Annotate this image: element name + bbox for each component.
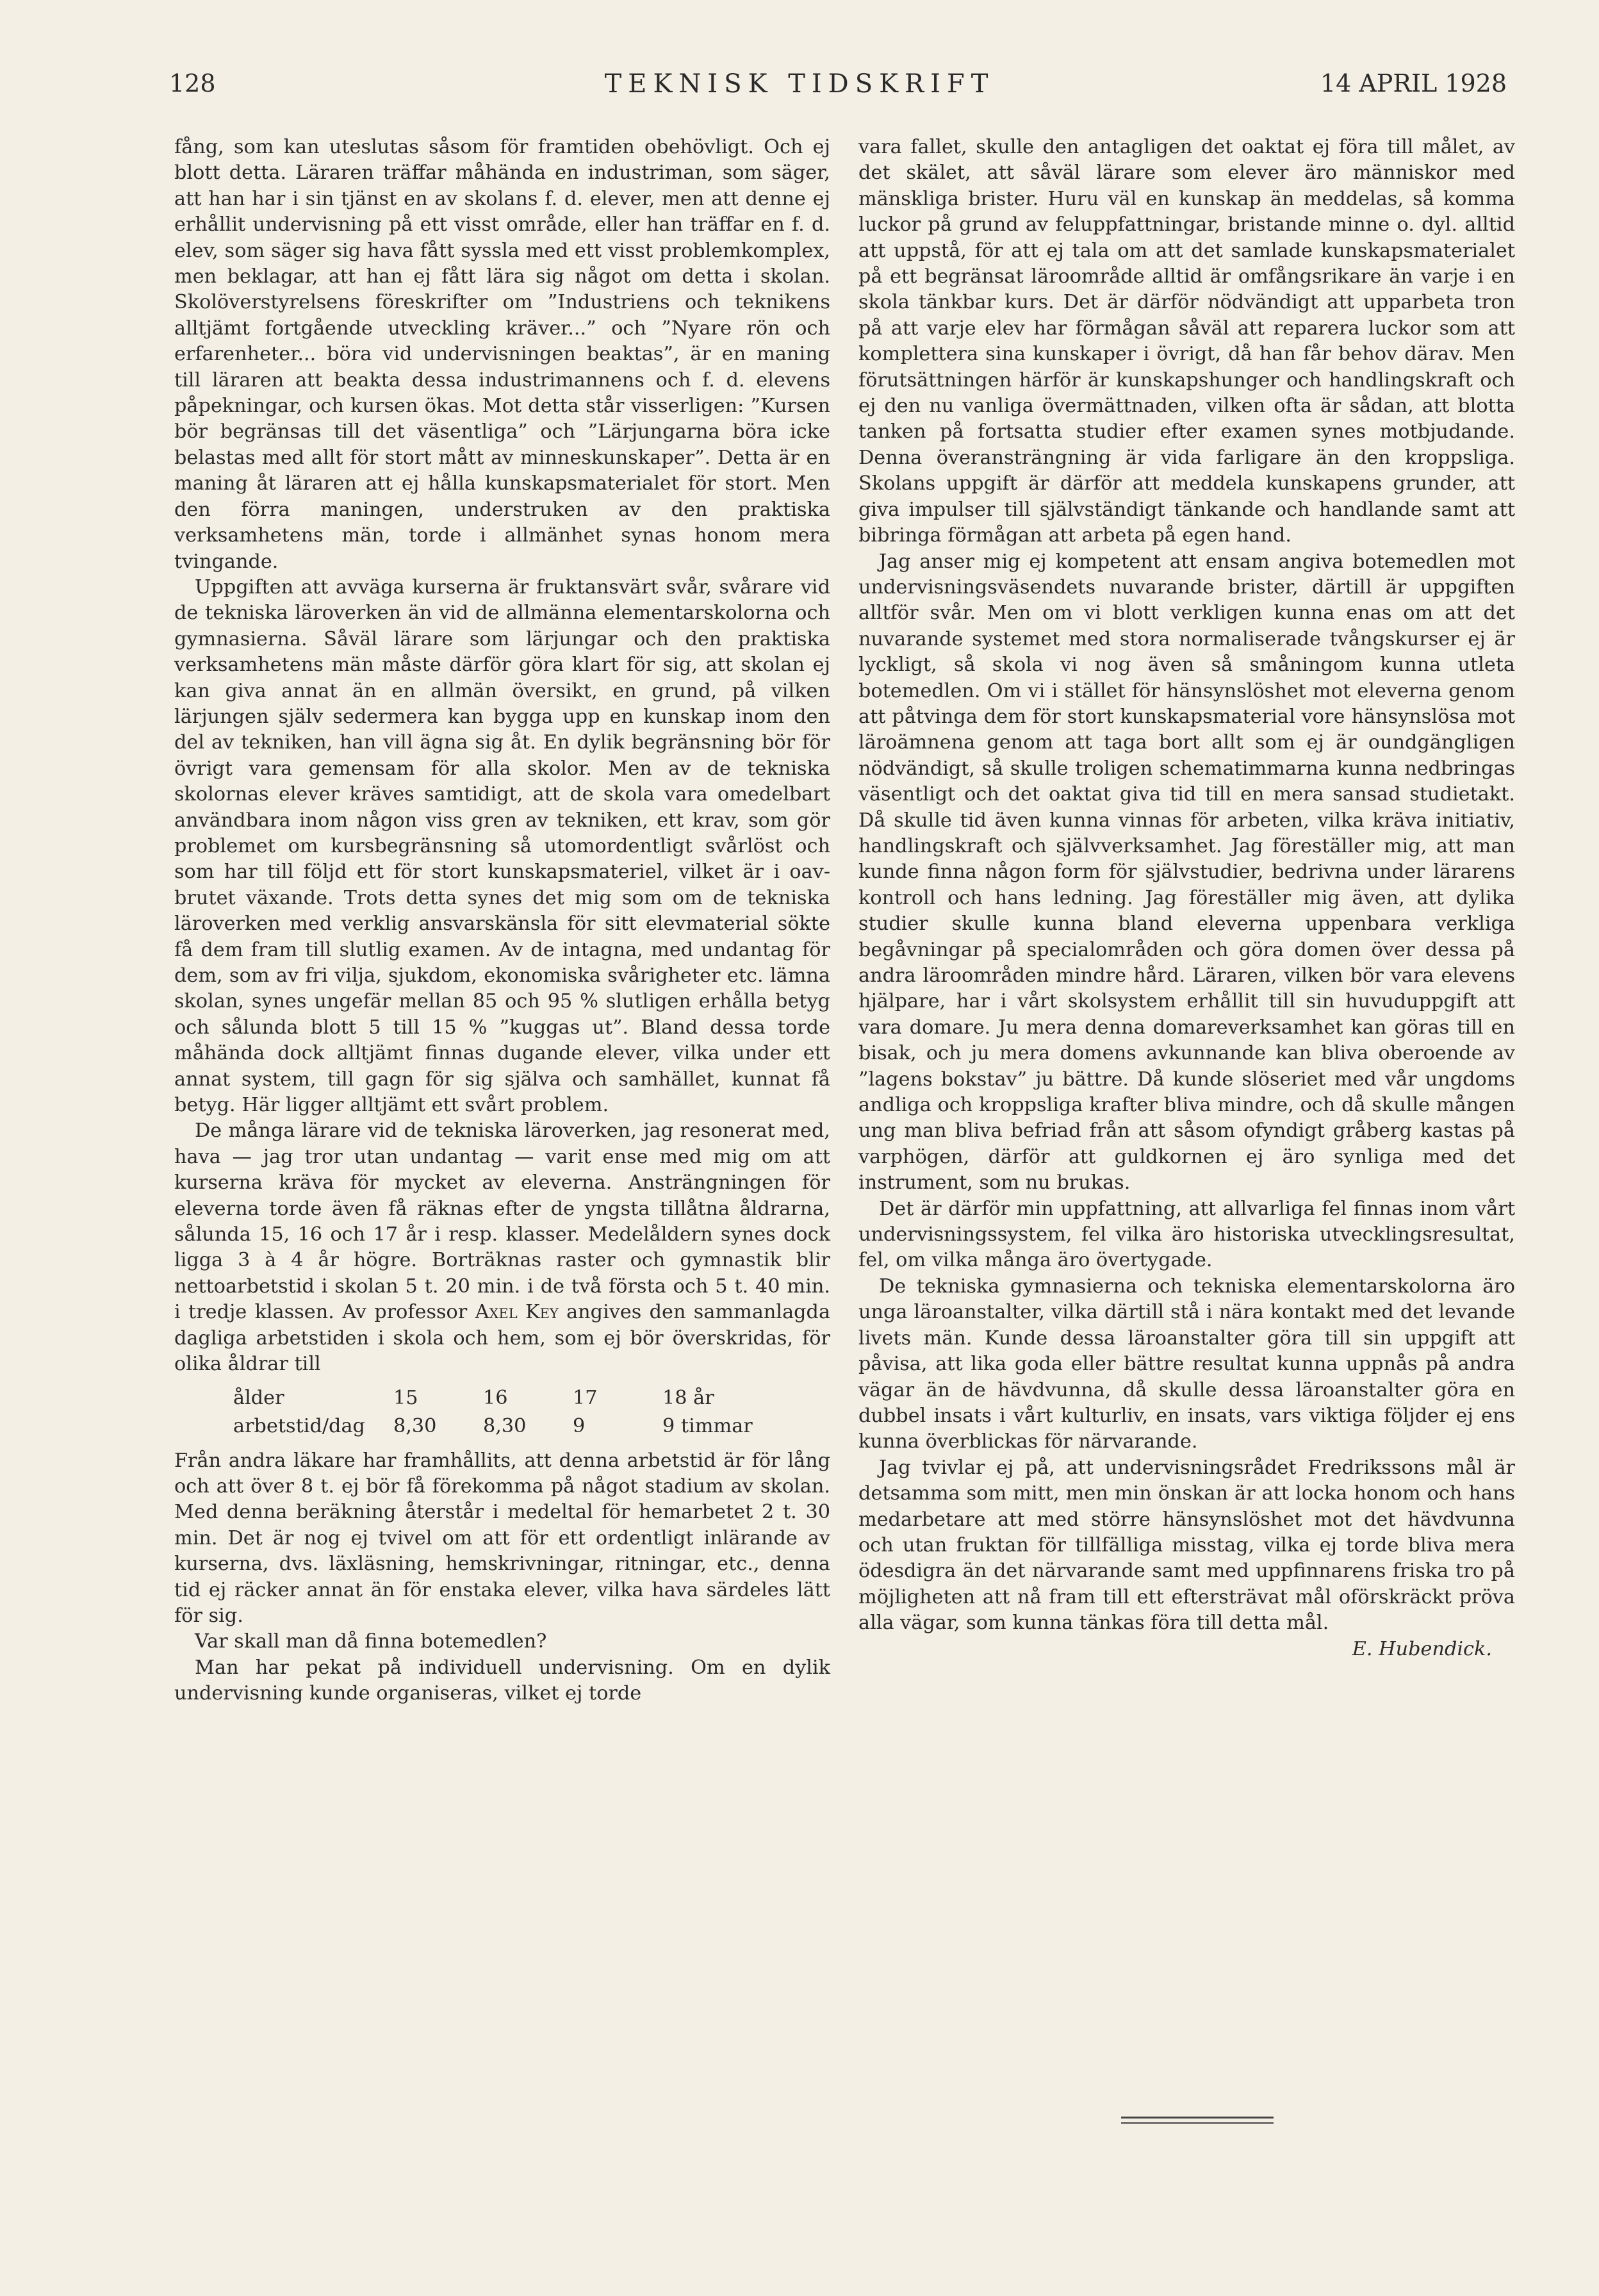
table-cell: 17 — [573, 1386, 598, 1409]
end-rule — [1121, 2117, 1274, 2124]
author-name: Axel Key — [475, 1301, 559, 1324]
page-number: 128 — [169, 69, 216, 97]
paragraph: Det är därför min uppfattning, att allvarliga fel finnas inom vårt undervisningssystem, fel vilka äro historiska utvecklingsresultat, fel, om vilka många äro övertygade. — [858, 1197, 1515, 1272]
paragraph-text: angives den sammanlagda dagliga arbetstiden i skola och hem, som ej bör överskridas, för olika åldrar till — [174, 1301, 831, 1376]
journal-title: TEKNISK TIDSKRIFT — [604, 69, 995, 99]
table-cell: 8,30 — [483, 1414, 527, 1437]
table-cell: 15 — [393, 1386, 418, 1409]
right-column — [858, 135, 1515, 1662]
table-row — [233, 1412, 764, 1441]
paragraph: Jag anser mig ej kompetent att ensam angiva botemedlen mot undervisningsväsendets nuvarande brister, därtill är uppgiften alltför svår. Men om vi blott verkligen kunna enas om att det nuvarande systemet med stora normaliserade tvångskurser ej är lyckligt, så skola vi nog även så småningom kunna utleta botemedlen. Om vi i stället för hänsynslöshet mot eleverna genom att påtvinga dem för stort kunskapsmaterial vore hänsynslösa mot läroämnena genom att taga bort allt som ej är oundgängligen nödvändigt, så skulle troligen schematimmarna kunna nedbringas väsentligt och det oaktat giva tid till en mera sansad studietakt. Då skulle tid även kunna vinnas för arbeten, vilka kräva initiativ, handlingskraft och självverksamhet. Jag föreställer mig, att man kunde finna någon form för självstudier, bedrivna under lärarens kontroll och hans ledning. Jag föreställer mig även, att dylika studier skulle kunna bland eleverna uppenbara verkliga begåvningar på specialområden och göra domen över dessa på andra läroområden mindre hård. Läraren, vilken bör vara elevens hjälpare, har i vårt skolsystem erhållit till sin huvuduppgift att vara domare. Ju mera denna domareverksamhet kan göras till en bisak, och ju mera domens avkunnande kan bliva oberoende av ”lagens bokstav” ju bättre. Då kunde slöseriet med vår ungdoms andliga och kroppsliga krafter bliva mindre, och då skulle mången ung man bliva befriad från att såsom ofyndigt gråberg kastas på varphögen, därför att guldkornen ej äro synliga med det instrument, som nu brukas. — [858, 550, 1515, 1194]
table-cell: 16 — [483, 1386, 508, 1409]
paragraph: Från andra läkare har framhållits, att denna arbetstid är för lång och att över 8 t. ej bör få förekomma på något stadium av skolan. Med denna beräkning återstår i medeltal för hemarbetet 2 t. 30 min. Det är nog ej tvivel om att för ett ordentligt inlärande av kurserna, dvs. läxläsning, hemskrivningar, ritningar, etc., denna tid ej räcker annat än för enstaka elever, vilka hava särdeles lätt för sig. — [174, 1449, 830, 1627]
table-cell: 9 — [573, 1414, 586, 1437]
age-worktime-table — [233, 1384, 764, 1441]
table-cell: arbetstid/dag — [233, 1414, 365, 1437]
table-cell: 18 år — [662, 1386, 714, 1409]
paragraph: Man har pekat på individuell undervisning. Om en dylik undervisning kunde organiseras, vilket ej torde — [174, 1656, 830, 1705]
table-cell: ålder — [233, 1386, 284, 1409]
paragraph: Uppgiften att avväga kurserna är fruktansvärt svår, svårare vid de tekniska läroverken än vid de allmänna elementarskolorna och gymnasierna. Såväl lärare som lärjungar och den praktiska verksamhetens män måste därför göra klart för sig, att skolan ej kan giva annat än en allmän översikt, en grund, på vilken lärjungen själv sedermera kan bygga upp en kunskap inom den del av tekniken, han vill ägna sig åt. En dylik begränsning bör för övrigt vara gemensam för alla skolor. Men av de tekniska skolornas elever kräves samtidigt, att de skola vara omedelbart användbara inom någon viss gren av tekniken, ett krav, som gör problemet om kursbegränsning så utomordentligt svårlöst och som har till följd ett för stort kunskapsmateriel, vilket är i oavbrutet växande. Trots detta synes det mig som om de tekniska läroverken med verklig ansvarskänsla för sitt elevmaterial sökte få dem fram till slutlig examen. Av de intagna, med undantag för dem, som av fri vilja, sjukdom, ekonomiska svårigheter etc. lämna skolan, synes ungefär mellan 85 och 95 % slutligen erhålla betyg och sålunda blott 5 till 15 % ”kuggas ut”. Bland dessa torde måhända dock alltjämt finnas dugande elever, vilka under ett annat system, till gagn för sig själva och samhället, kunnat få betyg. Här ligger alltjämt ett svårt problem. — [174, 575, 830, 1117]
table-row — [233, 1384, 764, 1412]
paragraph-text: De många lärare vid de tekniska läroverken, jag resonerat med, hava — jag tror utan undantag — varit ense med mig om att kurserna kräva för mycket av eleverna. Ansträngningen för eleverna torde även få räknas efter de yngsta tillåtna åldrarna, sålunda 15, 16 och 17 år i resp. klasser. Medelåldern synes dock ligga 3 à 4 år högre. Borträknas raster och gymnastik blir nettoarbetstid i skolan 5 t. 20 min. i de två första och 5 t. 40 min. i tredje klassen. Av professor — [174, 1119, 830, 1324]
left-column — [174, 135, 830, 1707]
paragraph: fång, som kan uteslutas såsom för framtiden obehövligt. Och ej blott detta. Läraren träffar måhända en industriman, som säger, att han har i sin tjänst en av skolans f. d. elever, men att denne ej erhållit undervisning på ett visst område, eller han träffar en f. d. elev, som säger sig hava fått syssla med ett visst problemkomplex, men beklagar, att han ej fått lära sig något om detta i skolan. Skolöverstyrelsens föreskrifter om ”Industriens och teknikens alltjämt fortgående utveckling kräver...” och ”Nyare rön och erfarenheter... böra vid undervisningen beaktas”, är en maning till läraren att beakta dessa industrimannens och f. d. elevens påpekningar, och kursen ökas. Mot detta står visserligen: ”Kursen bör begränsas till det väsentliga” och ”Lärjungarna böra icke belastas med allt för stort mått av minneskunskaper”. Detta är en maning åt läraren att ej hålla kunskapsmaterialet för stort. Men den förra maningen, understruken av den praktiska verksamhetens män, torde i allmänhet synas honom mera tvingande. — [174, 136, 830, 573]
paragraph — [174, 1118, 830, 1377]
table-cell: 8,30 — [393, 1414, 437, 1437]
paragraph: Var skall man då finna botemedlen? — [195, 1630, 547, 1653]
issue-date: 14 APRIL 1928 — [1320, 69, 1507, 97]
paragraph: De tekniska gymnasierna och tekniska elementarskolorna äro unga läroanstalter, vilka därtill stå i nära kontakt med det levande livets män. Kunde dessa läroanstalter göra till sin uppgift att påvisa, att lika goda eller bättre resultat kunna uppnås på andra vägar än de hävdvunna, då skulle dessa läroanstalter göra en dubbel insats i vårt kulturliv, en insats, vars viktiga följder ej ens kunna överblickas för närvarande. — [858, 1275, 1515, 1453]
paragraph: Jag tvivlar ej på, att undervisningsrådet Fredrikssons mål är detsamma som mitt, men min önskan är att locka honom och hans medarbetare att med större hänsynslöshet mot det hävdvunna och utan fruktan för tillfälliga misstag, vilka ej torde bliva mera ödesdigra än det närvarande samt med uppfinnarens friska tro på möjligheten att nå fram till ett eftersträvat mål oförskräckt pröva alla vägar, som kunna tänkas föra till detta mål. — [858, 1456, 1515, 1635]
author-signature: E. Hubendick. — [1352, 1637, 1492, 1660]
table-cell: 9 timmar — [662, 1414, 753, 1437]
paragraph: vara fallet, skulle den antagligen det oaktat ej föra till målet, av det skälet, att såväl lärare som elever äro människor med mänskliga brister. Huru väl en kunskap än meddelas, så komma luckor på grund av feluppfattningar, bristande minne o. dyl. alltid att uppstå, för att ej tala om att det samlade kunskapsmaterialet på ett begränsat läroområde alltid är omfångsrikare än varje i en skola tänkbar kurs. Det är därför nödvändigt att upparbeta tron på att varje elev har förmågan såväl att reparera luckor som att komplettera sina kunskaper i övrigt, då han får behov därav. Men förutsättningen härför är kunskapshunger och handlingskraft och ej den nu vanliga övermättnaden, vilken ofta är sådan, att blotta tanken på fortsatta studier efter examen synes motbjudande. Denna överansträngning är vida farligare än den kroppsliga. Skolans uppgift är därför att meddela kunskapens grunder, att giva impulser till självständigt tänkande och handlande samt att bibringa förmågan att arbeta på egen hand. — [858, 136, 1515, 547]
